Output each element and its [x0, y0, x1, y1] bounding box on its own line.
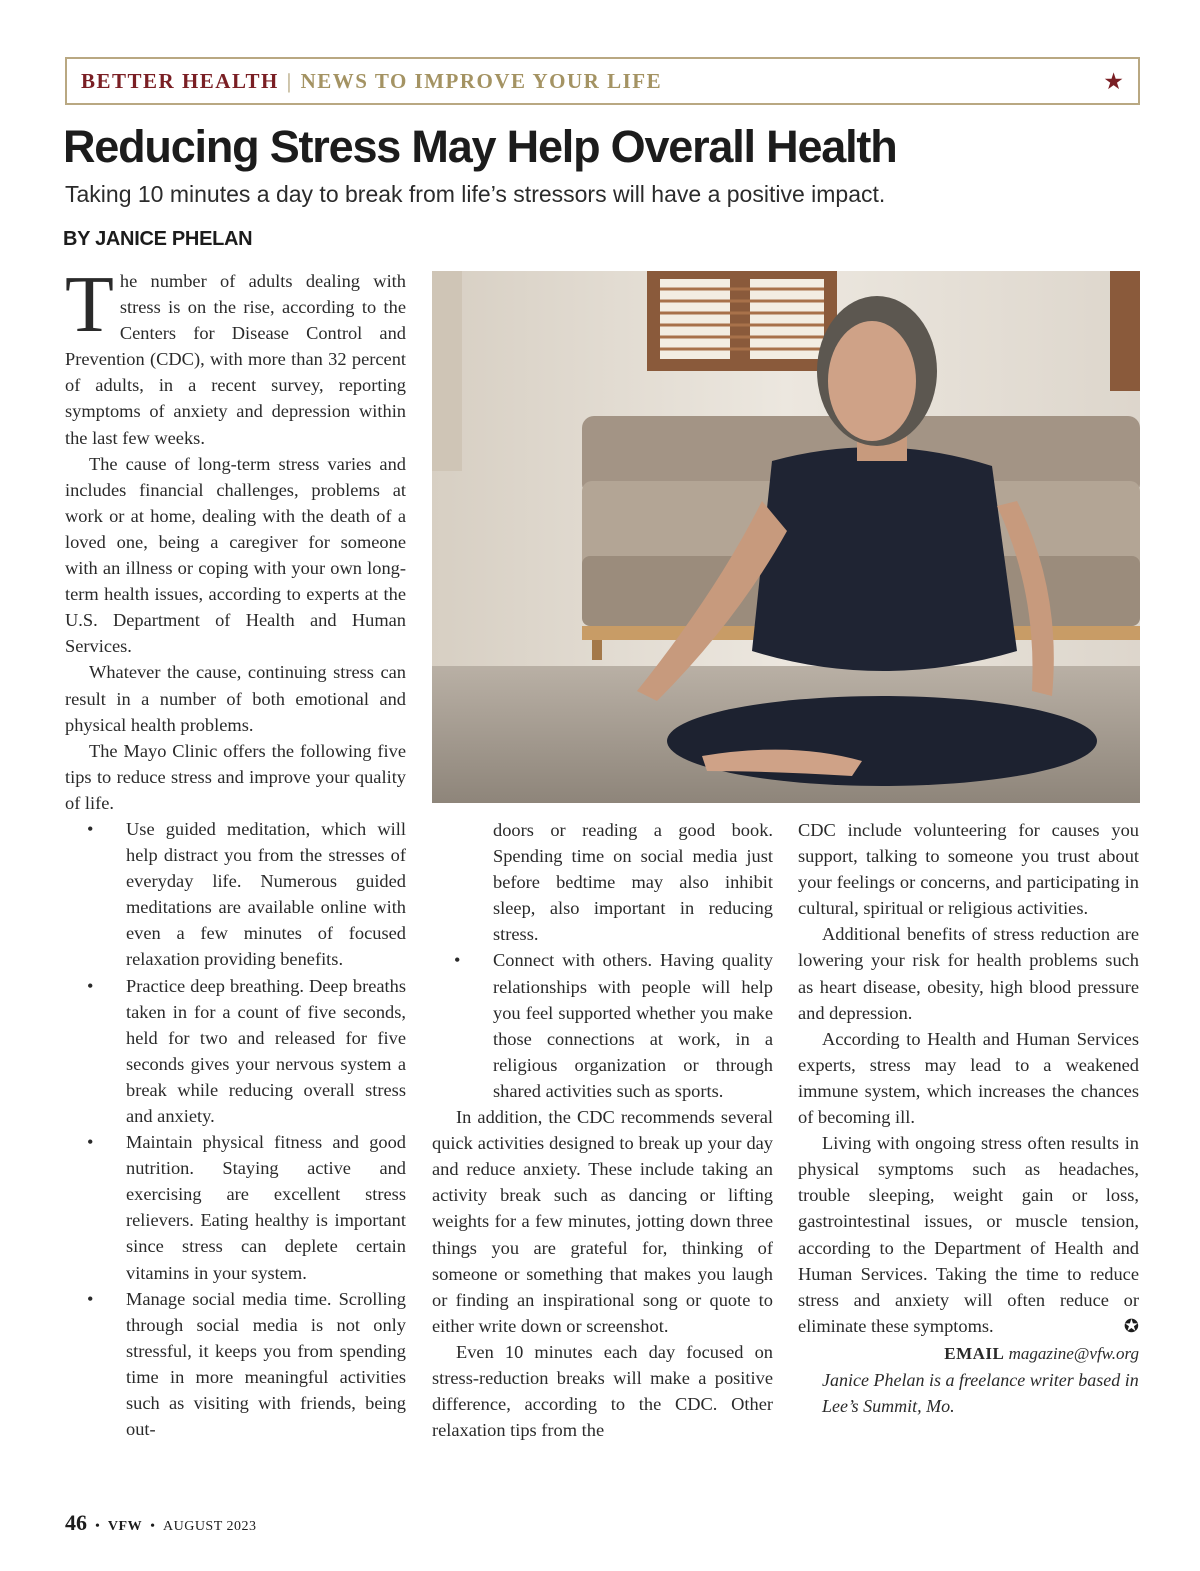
end-mark-icon: ✪	[1123, 1315, 1139, 1336]
list-item	[65, 973, 406, 1130]
list-item	[65, 816, 406, 973]
tips-list	[65, 816, 406, 1442]
email-line	[798, 1341, 1139, 1367]
section-subtitle: NEWS TO IMPROVE YOUR LIFE	[300, 68, 663, 93]
section-name: BETTER HEALTH	[81, 68, 279, 93]
column-1	[65, 261, 406, 1442]
paragraph-text: Living with ongoing stress often results in physical symptoms such as headaches, trouble sleeping, weight gain or loss, gastrointestinal issues, or muscle tension, according to the Department of Health and Human Services. Taking the time to reduce stress and anxiety will often reduce or eliminate these symptoms.	[798, 1133, 1139, 1336]
banner-separator: |	[286, 68, 293, 93]
list-item-text: Connect with others. Having quality relationships with people will help you feel supported whether you make those connections at work, in a religious organization or through shared activities such as sports.	[493, 950, 773, 1101]
publication-name: VFW	[107, 1519, 143, 1534]
body-paragraph: CDC include volunteering for causes you support, talking to someone you trust about your feelings or concerns, and participating in cultural, spiritual or religious activities.	[798, 820, 1139, 919]
list-item-text: Maintain physical fitness and good nutrition. Staying active and exercising are excellent stress relievers. Eating healthy is important since stress can deplete certain vitamins in your system.	[126, 1132, 406, 1283]
body-paragraph	[798, 1130, 1139, 1339]
page-number: 46	[65, 1510, 87, 1535]
drop-cap: T	[65, 261, 114, 349]
email-label: EMAIL	[944, 1343, 1005, 1363]
article-byline: BY JANICE PHELAN	[63, 228, 253, 250]
list-item-text: Practice deep breathing. Deep breaths taken in for a count of five seconds, held for two and released for five seconds gives your nervous system a break while reducing overall stress and anxiety.	[126, 975, 406, 1126]
list-item	[65, 1129, 406, 1286]
bullet-icon: •	[454, 950, 461, 971]
email-link[interactable]: magazine@vfw.org	[1008, 1343, 1139, 1363]
author-bio: Janice Phelan is a freelance writer based in Lee’s Summit, Mo.	[822, 1369, 1139, 1416]
bullet-icon: •	[87, 975, 94, 996]
list-item-continued: doors or reading a good book. Spending time on social media just before bedtime may also inhibit sleep, also important in reducing stress.	[493, 820, 773, 945]
paragraph-text: he number of adults dealing with stress is on the rise, according to the Centers for Disease Control and Prevention (CDC), with more than 32 percent of adults, in a recent survey, reporting symptoms of anxiety and depression within the last few weeks.	[65, 271, 406, 448]
body-paragraph: In addition, the CDC recommends several quick activities designed to break up your day and reduce anxiety. These include taking an activity break such as dancing or lifting weights for a few minutes, jotting down three things you are grateful for, thinking of someone or something that makes you laugh or finding an inspirational song or quote to either write down or screenshot.	[432, 1107, 773, 1336]
tips-list-continued	[432, 947, 773, 1104]
body-paragraph: According to Health and Human Services experts, stress may lead to a weakened immune system, which increases the chances of becoming ill.	[798, 1028, 1139, 1128]
meditation-photo	[432, 271, 1140, 803]
bullet-icon: •	[87, 1132, 94, 1153]
body-paragraph: Whatever the cause, continuing stress can result in a number of both emotional and physical health problems.	[65, 662, 406, 735]
star-icon: ★	[1104, 70, 1124, 93]
list-item-text: Manage social media time. Scrolling through social media is not only stressful, it keeps you from spending time in more meaningful activities such as visiting with friends, being out-	[126, 1288, 406, 1440]
bullet-icon: •	[87, 818, 94, 839]
body-paragraph: The Mayo Clinic offers the following five tips to reduce stress and improve your quality of life.	[65, 740, 406, 813]
photo-illustration	[432, 271, 1140, 803]
folio-dot: •	[150, 1519, 155, 1534]
article-dek: Taking 10 minutes a day to break from life’s stressors will have a positive impact.	[65, 181, 886, 207]
list-item	[65, 1286, 406, 1443]
list-item-text: Use guided meditation, which will help distract you from the stresses of everyday life. Numerous guided meditations are available online with even a few minutes of focused relaxation providing benefits.	[126, 818, 406, 970]
article-headline: Reducing Stress May Help Overall Health	[63, 121, 897, 172]
body-paragraph: The cause of long-term stress varies and includes financial challenges, problems at work or at home, dealing with the death of a loved one, being a caregiver for someone with an illness or coping with your own long-term health issues, according to experts at the U.S. Department of Health and Human Services.	[65, 453, 406, 657]
column-3	[798, 817, 1139, 1419]
issue-date: AUGUST 2023	[162, 1519, 257, 1534]
folio-dot: •	[95, 1519, 100, 1534]
body-paragraph: Additional benefits of stress reduction are lowering your risk for health problems such as heart disease, obesity, high blood pressure and depression.	[798, 924, 1139, 1023]
bullet-icon: •	[87, 1288, 94, 1309]
section-banner	[65, 57, 1140, 105]
body-paragraph: Even 10 minutes each day focused on stress-reduction breaks will make a positive difference, according to the CDC. Other relaxation tips from the	[432, 1341, 773, 1441]
page-folio	[65, 1510, 257, 1536]
list-item	[432, 947, 773, 1104]
column-2	[432, 817, 773, 1443]
body-paragraph	[65, 261, 406, 451]
